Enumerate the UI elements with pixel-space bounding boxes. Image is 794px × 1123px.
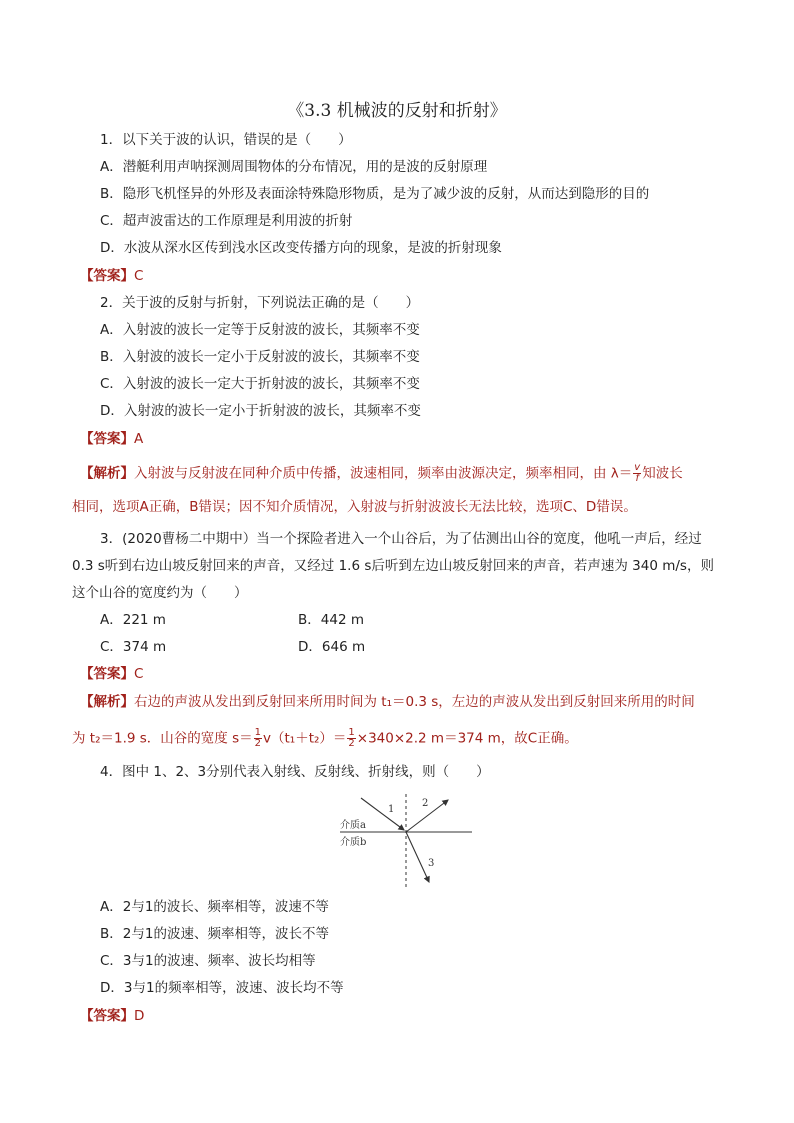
- q3-option-d: D．646 m: [298, 639, 366, 655]
- q2-stem: 2．关于波的反射与折射，下列说法正确的是（ ）: [100, 295, 420, 311]
- fraction-denominator: 2: [254, 738, 261, 749]
- fraction-numerator: 1: [254, 727, 261, 738]
- q4-answer: [80, 1007, 144, 1025]
- q2-option-d: D．入射波的波长一定小于折射波的波长，其频率不变: [100, 403, 421, 419]
- answer-label: 【答案】: [80, 1008, 134, 1024]
- q3-answer: [80, 665, 143, 683]
- analysis-label: 【解析】: [80, 694, 134, 710]
- q4-option-a: A．2与1的波长、频率相等，波速不等: [100, 899, 329, 915]
- q3-stem-line3: 这个山谷的宽度约为（ ）: [72, 585, 248, 601]
- label-1: 1: [388, 804, 395, 815]
- analysis-text: 入射波与反射波在同种介质中传播，波速相同，频率由波源决定，频率相同，由 λ＝: [134, 465, 633, 482]
- fraction: [347, 728, 355, 749]
- q3-option-c: C．374 m: [100, 639, 167, 655]
- q1-option-b: B．隐形飞机怪异的外形及表面涂特殊隐形物质，是为了减少波的反射，从而达到隐形的目的: [100, 186, 650, 202]
- answer-label: 【答案】: [80, 268, 134, 284]
- q2-analysis-line1: [80, 463, 683, 484]
- q3-option-b: B．442 m: [298, 612, 364, 628]
- analysis-text: 右边的声波从发出到反射回来所用时间为 t₁＝0.3 s，左边的声波从发出到反射回来所用的时间: [134, 694, 695, 710]
- analysis-text: 知波长: [642, 465, 683, 482]
- q4-option-b: B．2与1的波速、频率相等，波长不等: [100, 926, 329, 942]
- q3-analysis-line1: [80, 693, 695, 711]
- q1-option-a: A．潜艇利用声呐探测周围物体的分布情况，用的是波的反射原理: [100, 159, 488, 175]
- answer-label: 【答案】: [80, 666, 134, 682]
- label-2: 2: [422, 798, 429, 809]
- fraction: [633, 463, 641, 484]
- medium-b-label: 介质b: [340, 837, 367, 848]
- q3-option-a: A．221 m: [100, 612, 166, 628]
- q2-option-b: B．入射波的波长一定小于反射波的波长，其频率不变: [100, 349, 420, 365]
- fraction: [254, 728, 262, 749]
- answer-value: A: [134, 431, 144, 447]
- q4-stem: 4．图中 1、2、3分别代表入射线、反射线、折射线，则（ ）: [100, 764, 490, 780]
- q2-option-c: C．入射波的波长一定大于折射波的波长，其频率不变: [100, 376, 420, 392]
- refraction-figure: [336, 790, 476, 890]
- q1-option-d: D．水波从深水区传到浅水区改变传播方向的现象，是波的折射现象: [100, 240, 502, 256]
- q3-stem-line2: 0.3 s听到右边山坡反射回来的声音，又经过 1.6 s后听到左边山坡反射回来的声音，若声速为 340 m/s，则: [72, 558, 714, 574]
- label-3: 3: [428, 858, 435, 869]
- q3-analysis-line2: [72, 728, 578, 749]
- q2-answer: [80, 430, 143, 448]
- analysis-text: ×340×2.2 m＝374 m，故C正确。: [356, 730, 578, 747]
- q1-option-c: C．超声波雷达的工作原理是利用波的折射: [100, 213, 353, 229]
- q1-stem: 1．以下关于波的认识，错误的是（ ）: [100, 132, 352, 148]
- analysis-text: 为 t₂＝1.9 s．山谷的宽度 s＝: [72, 730, 253, 747]
- q4-option-c: C．3与1的波速、频率、波长均相等: [100, 953, 316, 969]
- answer-label: 【答案】: [80, 431, 134, 447]
- answer-value: D: [134, 1008, 145, 1024]
- answer-value: C: [134, 268, 144, 284]
- refracted-ray: [406, 832, 429, 882]
- page-title: 《3.3 机械波的反射和折射》: [287, 101, 507, 121]
- fraction-numerator: 1: [348, 727, 355, 738]
- q4-option-d: D．3与1的频率相等，波速、波长均不等: [100, 980, 344, 996]
- q2-option-a: A．入射波的波长一定等于反射波的波长，其频率不变: [100, 322, 420, 338]
- q3-stem-line1: 3．(2020曹杨二中期中）当一个探险者进入一个山谷后，为了估测出山谷的宽度，他吼一声后，经过: [100, 531, 702, 547]
- incident-ray: [361, 798, 404, 830]
- medium-a-label: 介质a: [340, 820, 366, 831]
- q1-answer: [80, 267, 143, 285]
- answer-value: C: [134, 666, 144, 682]
- fraction-denominator: f: [635, 473, 639, 484]
- fraction-denominator: 2: [348, 738, 355, 749]
- analysis-text: v（t₁＋t₂）＝: [263, 730, 347, 747]
- analysis-label: 【解析】: [80, 465, 134, 482]
- q2-analysis-line2: 相同，选项A正确，B错误；因不知介质情况，入射波与折射波波长无法比较，选项C、D错误。: [72, 499, 637, 515]
- fraction-numerator: v: [634, 462, 641, 473]
